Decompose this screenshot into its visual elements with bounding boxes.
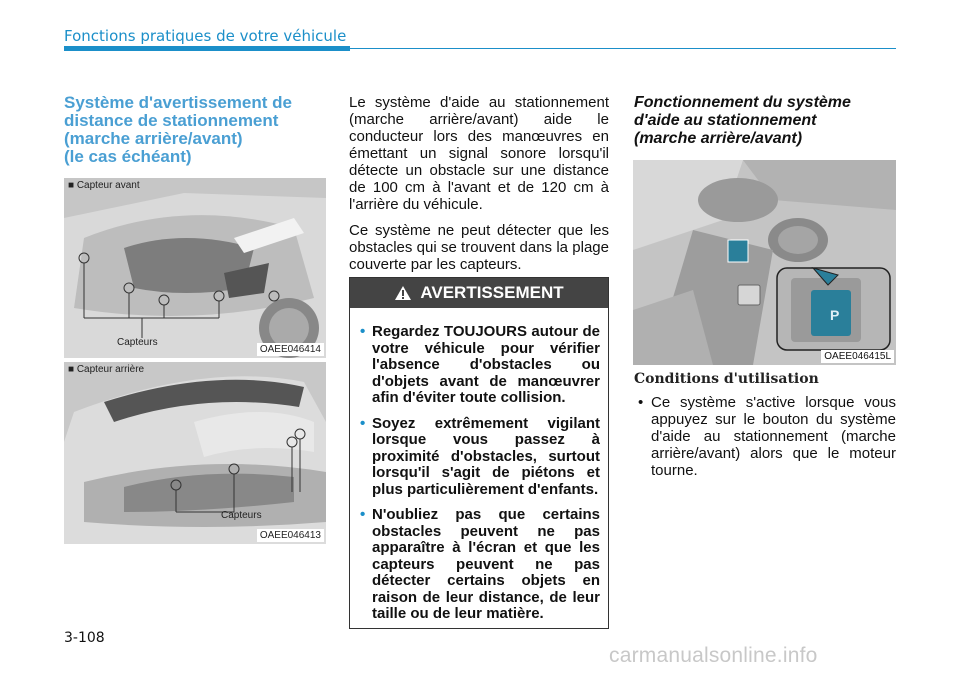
warning-list bbox=[350, 308, 608, 623]
warning-item: • Soyez extrêmement vigilant lorsque vous passez à proximité d'obstacles, surtout lorsqu'il s'agit de piétons et plus particulièrement d'enfants. bbox=[360, 416, 600, 499]
front-sensor-label: ■ Capteur avant bbox=[68, 180, 140, 191]
section-title-line: Système d'avertissement de bbox=[64, 93, 292, 112]
subsection-title-line: Fonctionnement du système bbox=[634, 94, 851, 111]
section-title-line: (le cas échéant) bbox=[64, 147, 192, 166]
warning-title: AVERTISSEMENT bbox=[420, 283, 564, 302]
conditions-bullet: • Ce système s'active lorsque vous appuyez sur le bouton du système d'aide au stationnement (marche arrière/avant) alors que le moteur tourne. bbox=[634, 394, 896, 479]
front-sensors-caption: Capteurs bbox=[117, 337, 158, 348]
intro-paragraph-1: Le système d'aide au stationnement (marche arrière/avant) aide le conducteur lors des manœuvres en émettant un signal sonore lorsqu'il détecte un obstacle sur une distance de 100 cm à l'avant et de 120 cm à l'arrière du véhicule. bbox=[349, 94, 609, 213]
subsection-title bbox=[634, 94, 896, 148]
warning-header bbox=[350, 278, 608, 308]
section-title bbox=[64, 94, 314, 166]
header-rule-thick bbox=[64, 46, 350, 51]
subsection-title-line: (marche arrière/avant) bbox=[634, 130, 803, 147]
front-sensor-figure bbox=[64, 178, 326, 358]
rear-sensor-figure bbox=[64, 362, 326, 544]
front-figure-code: OAEE046414 bbox=[257, 343, 324, 356]
warning-triangle-icon bbox=[394, 285, 412, 301]
subsection-title-line: d'aide au stationnement bbox=[634, 112, 817, 129]
section-title-line: distance de stationnement bbox=[64, 111, 279, 130]
front-car-illustration bbox=[64, 178, 326, 358]
rear-figure-code: OAEE046413 bbox=[257, 529, 324, 542]
center-console-illustration bbox=[633, 160, 896, 365]
rear-car-illustration bbox=[64, 362, 326, 544]
section-header: Fonctions pratiques de votre véhicule bbox=[64, 27, 347, 45]
header-rule-thin bbox=[350, 48, 896, 49]
warning-box bbox=[349, 277, 609, 629]
console-figure-code: OAEE046415L bbox=[821, 350, 894, 363]
page-number: 3-108 bbox=[64, 630, 105, 646]
warning-item: • Regardez TOUJOURS autour de votre véhicule pour vérifier l'absence d'obstacles ou d'objets avant de manœuvrer afin d'éviter toute collision. bbox=[360, 324, 600, 407]
watermark: carmanualsonline.info bbox=[609, 644, 818, 667]
section-title-line: (marche arrière/avant) bbox=[64, 129, 243, 148]
intro-paragraph-2: Ce système ne peut détecter que les obstacles qui se trouvent dans la plage couverte par les capteurs. bbox=[349, 222, 609, 273]
conditions-title: Conditions d'utilisation bbox=[634, 371, 819, 387]
rear-sensors-caption: Capteurs bbox=[221, 510, 262, 521]
intro-text bbox=[349, 94, 609, 282]
warning-item: • N'oubliez pas que certains obstacles peuvent ne pas apparaître à l'écran et que les capteurs peuvent ne pas détecter certains objets en raison de leur distance, de leur taille ou de leur matière. bbox=[360, 507, 600, 623]
console-button-figure bbox=[633, 160, 896, 365]
parking-button-glyph: P bbox=[830, 307, 840, 323]
rear-sensor-label: ■ Capteur arrière bbox=[68, 364, 144, 375]
